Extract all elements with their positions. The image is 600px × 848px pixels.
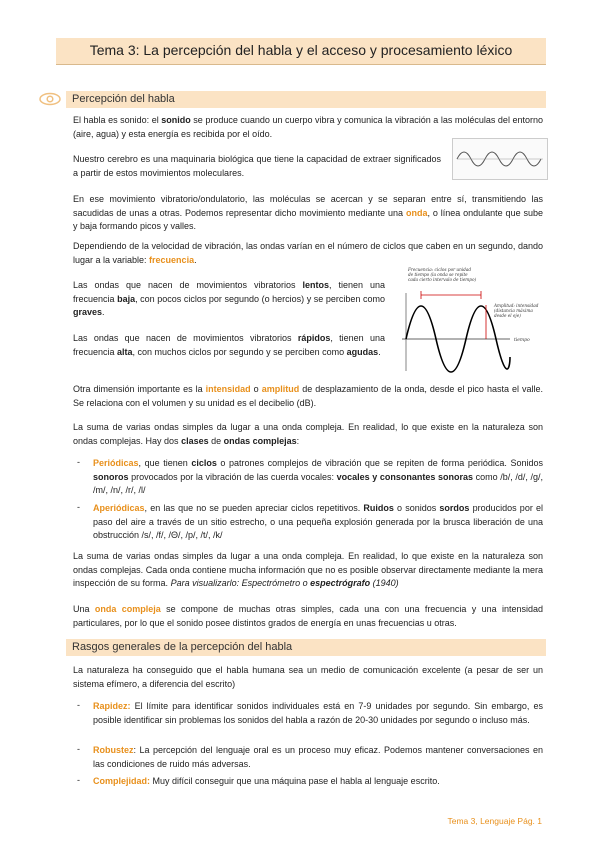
paragraph-sonido: El habla es sonido: el sonido se produce cuando un cuerpo vibra y comunica la vibración a las moléculas del entorno (aire, agua) y esta energía es recibida por el oído. xyxy=(73,115,544,139)
wave-diagram xyxy=(398,265,546,375)
section-title: Rasgos generales de la percepción del habla xyxy=(72,641,293,653)
list-item-periodicas: Periódicas, que tienen ciclos o patrones complejos de vibración que se repiten de forma periódica. Sonidos sonoros provocados por la vibración de las cuerda vocales: vocales y consonantes sonoras como /b/, /d/, /g/, /m/, /n/, /r/, /l/ xyxy=(93,458,544,495)
paragraph-espectrografo: La suma de varias ondas simples da lugar a una onda compleja. En realidad, lo que existe en la naturaleza son ondas complejas. Cada onda contiene mucha información que no es posible observar directamente mediante la mera inspección de su forma. Para visualizarlo: Espectrómetro o espectrógrafo (1940) xyxy=(73,551,543,588)
eye-icon xyxy=(38,92,62,106)
paragraph-lentos: Las ondas que nacen de movimientos vibratorios lentos, tienen una frecuencia baja, con pocos ciclos por segundo (o hercios) y se perciben como graves. xyxy=(73,280,385,317)
paragraph-naturaleza: La naturaleza ha conseguido que el habla humana sea un medio de comunicación excelente (a pesar de ser un sistema efímero, a diferencia del escrito) xyxy=(73,665,543,689)
paragraph-onda-compleja: Una onda compleja se compone de muchas otras simples, cada una con una frecuencia y una intensidad particulares, por lo que el sonido posee distintos grados de energía en unas frecuencias u otras. xyxy=(73,604,543,628)
figure-label-top: Frecuencia: ciclos por unidad de tiempo (la onda se repite cada cierto intervalo de tiempo) xyxy=(408,267,477,282)
figure-label-right: Amplitud: intensidad (distancia máxima desde el eje) xyxy=(494,303,539,318)
bullet-dash: - xyxy=(77,744,80,754)
figure-axis-label: tiempo xyxy=(514,338,530,343)
paragraph-intensidad: Otra dimensión importante es la intensidad o amplitud de desplazamiento de la onda, desde el pico hasta el valle. Se relaciona con el volumen y su unidad es el decibelio (dB). xyxy=(73,384,544,408)
bullet-dash: - xyxy=(77,502,80,512)
list-item-rapidez: Rapidez: El límite para identificar sonidos individuales está en 7-9 unidades por segundo. Sin embargo, es posible identificar sin problemas los sonidos del habla a razón de 20-30 unidades por segundo o incluso más. xyxy=(93,701,543,725)
section-heading-rasgos xyxy=(66,639,546,656)
list-item-robustez: Robustez: La percepción del lenguaje oral es un proceso muy eficaz. Podemos mantener conversaciones en las condiciones de ruido más adversas. xyxy=(93,745,543,769)
list-item-aperiodicas: Aperiódicas, en las que no se pueden apreciar ciclos repetitivos. Ruidos o sonidos sordos producidos por el paso del aire a través de un sitio estrecho, o una pequeña explosión generada por la brusca liberación de una obstrucción /s/, /f/, /Θ/, /p/, /t/, /k/ xyxy=(93,503,543,540)
bullet-dash: - xyxy=(77,457,80,467)
paragraph-ondas-complejas: La suma de varias ondas simples da lugar a una onda compleja. En realidad, lo que existe en la naturaleza son ondas complejas. Hay dos clases de ondas complejas: xyxy=(73,422,543,446)
list-item-complejidad: Complejidad: Muy difícil conseguir que una máquina pase el habla al lenguaje escrito. xyxy=(93,776,440,786)
page-title: Tema 3: La percepción del habla y el acceso y procesamiento léxico xyxy=(89,42,513,58)
paragraph-cerebro: Nuestro cerebro es una maquinaria biológica que tiene la capacidad de extraer significados a partir de estos movimientos moleculares. xyxy=(73,154,441,178)
paragraph-rapidos: Las ondas que nacen de movimientos vibratorios rápidos, tienen una frecuencia alta, con muchos ciclos por segundo y se perciben como agudas. xyxy=(73,333,385,357)
section-title: Percepción del habla xyxy=(72,93,175,105)
page-header xyxy=(56,38,546,65)
page-footer: Tema 3, Lenguaje Pág. 1 xyxy=(447,816,542,826)
section-heading-percepcion xyxy=(66,91,546,108)
paragraph-frecuencia: Dependiendo de la velocidad de vibración, las ondas varían en el número de ciclos que caben en un segundo, dando lugar a la variable: frecuencia. xyxy=(73,241,543,265)
sine-wave-image xyxy=(452,138,548,180)
bullet-dash: - xyxy=(77,775,80,785)
paragraph-onda: En ese movimiento vibratorio/ondulatorio, las moléculas se acercan y se separan entre sí, transmitiendo las sacudidas de unas a otras. Podemos representar dicho movimiento mediante una onda, o línea ondulante que sube y baja formando picos y valles. xyxy=(73,194,543,231)
bullet-dash: - xyxy=(77,700,80,710)
